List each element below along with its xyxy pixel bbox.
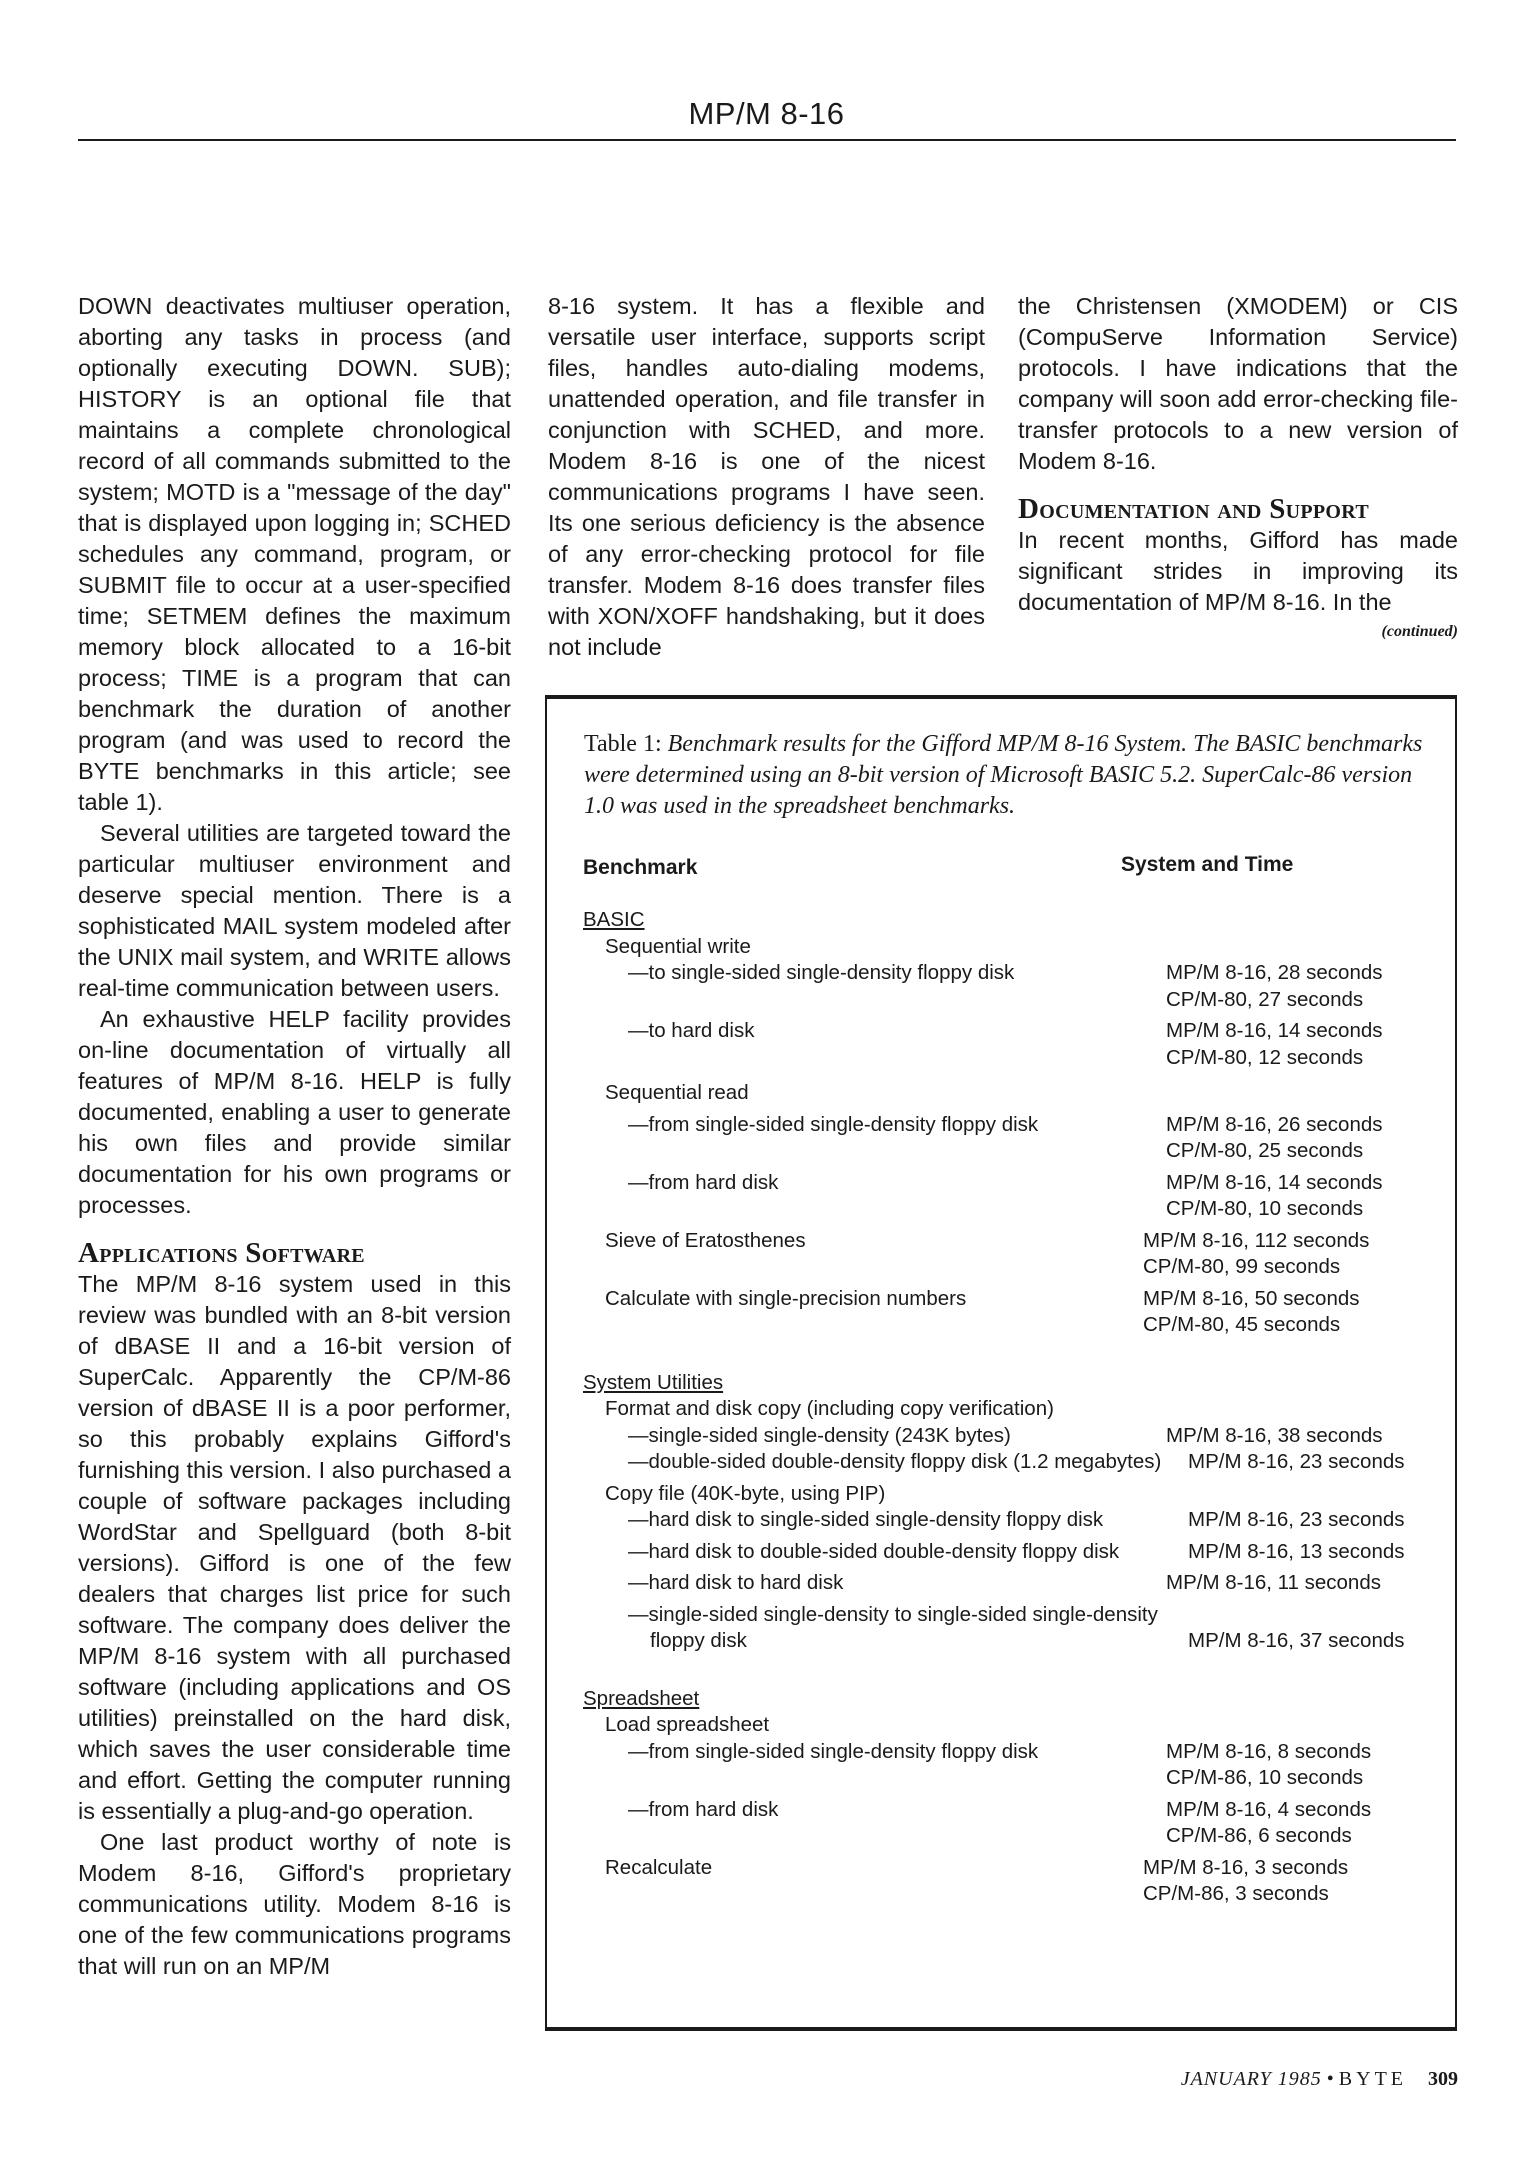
result-cell: MP/M 8-16, 23 seconds: [1188, 1450, 1405, 1473]
table-row: [583, 1507, 1443, 1534]
benchmark-cell: —from hard disk: [628, 1797, 779, 1821]
table-row: [583, 960, 1443, 1013]
table-row: [583, 1602, 1443, 1655]
continued-label: (continued): [1381, 623, 1458, 640]
result-cell: MP/M 8-16, 112 seconds CP/M-80, 99 seconds: [1143, 1228, 1370, 1278]
benchmark-cell: —hard disk to double-sided double-density floppy disk: [628, 1539, 1120, 1563]
paragraph: The MP/M 8-16 system used in this review was bundled with an 8-bit version of dBASE II and a 16-bit version of SuperCalc. Apparently the CP/M-86 version of dBASE II is a poor performer, so this probably explains Gifford's furnishing this version. I also purchased a couple of software packages including WordStar and Spellguard (both 8-bit versions). Gifford is one of the few dealers that charges list price for such software. The company does deliver the MP/M 8-16 system with all purchased software (including applications and OS utilities) preinstalled on the hard disk, which saves the user considerable time and effort. Getting the computer running is essentially a plug-and-go operation.: [78, 1271, 511, 1824]
table-body: [583, 907, 1443, 1908]
benchmark-cell: —to single-sided single-density floppy disk: [628, 961, 1015, 984]
benchmark-cell: —hard disk to single-sided single-density floppy disk: [628, 1508, 1104, 1531]
benchmark-cell: Calculate with single-precision numbers: [605, 1286, 967, 1310]
table-subcategory: Sequential read: [605, 1081, 749, 1104]
paragraph: In recent months, Gifford has made significant strides in improving its documentation of MP/M 8-16. In the: [1018, 527, 1458, 615]
table-row: [583, 1170, 1443, 1223]
table-row: [583, 1539, 1443, 1566]
result-cell: MP/M 8-16, 14 seconds CP/M-80, 12 seconds: [1166, 1019, 1383, 1069]
table-row: [583, 1228, 1443, 1281]
table-subcategory: Format and disk copy (including copy verification): [605, 1397, 1054, 1420]
table-row: [583, 1797, 1443, 1850]
result-cell: MP/M 8-16, 26 seconds CP/M-80, 25 seconds: [1166, 1112, 1383, 1162]
paragraph: DOWN deactivates multiuser operation, aborting any tasks in process (and optionally executing DOWN. SUB); HISTORY is an optional file that maintains a complete chronological record of all commands submitted to the system; MOTD is a "message of the day" that is displayed upon logging in; SCHED schedules any command, program, or SUBMIT file to occur at a user-specified time; SETMEM defines the maximum memory block allocated to a 16-bit process; TIME is a program that can benchmark the duration of another program (and was used to record the BYTE benchmarks in this article; see table 1).: [78, 293, 511, 815]
text-column-3: [1018, 291, 1458, 643]
result-cell: MP/M 8-16, 23 seconds: [1188, 1508, 1405, 1531]
result-cell: MP/M 8-16, 28 seconds CP/M-80, 27 seconds: [1166, 961, 1383, 1011]
table-row: [583, 1449, 1443, 1476]
benchmark-cell: —to hard disk: [628, 1019, 755, 1042]
benchmark-table: [545, 695, 1457, 2031]
benchmark-cell: —from single-sided single-density floppy disk: [628, 1112, 1039, 1136]
result-cell: MP/M 8-16, 11 seconds: [1166, 1571, 1381, 1594]
table-category-utilities: System Utilities: [583, 1370, 724, 1394]
benchmark-cell: —from single-sided single-density floppy disk: [628, 1739, 1039, 1763]
table-caption-text: Benchmark results for the Gifford MP/M 8-16 System. The BASIC benchmarks were determined using an 8-bit version of Microsoft BASIC 5.2. SuperCalc-86 version 1.0 was used in the spreadsheet benchmarks.: [584, 731, 1423, 819]
benchmark-cell: —hard disk to hard disk: [628, 1571, 844, 1594]
benchmark-cell: Recalculate: [605, 1855, 713, 1879]
running-header: MP/M 8-16: [688, 96, 845, 131]
table-row: [583, 1855, 1443, 1908]
result-cell: MP/M 8-16, 4 seconds CP/M-86, 6 seconds: [1166, 1797, 1372, 1847]
table-row: [583, 1112, 1443, 1165]
table-subcategory: Copy file (40K-byte, using PIP): [605, 1481, 886, 1505]
magazine-name: BYTE: [1338, 2068, 1407, 2090]
table-subcategory: Load spreadsheet: [605, 1713, 770, 1736]
result-cell: MP/M 8-16, 37 seconds: [1188, 1629, 1405, 1652]
table-row: [583, 1423, 1443, 1450]
benchmark-cell: —from hard disk: [628, 1170, 779, 1194]
section-heading-documentation: Documentation and Support: [1018, 493, 1369, 525]
result-cell: MP/M 8-16, 38 seconds: [1166, 1423, 1383, 1447]
text-column-1: [78, 291, 511, 1982]
benchmark-cell: Sieve of Eratosthenes: [605, 1228, 806, 1252]
page-number: 309: [1428, 2068, 1458, 2090]
benchmark-cell: —single-sided single-density (243K bytes): [628, 1423, 1011, 1447]
footer-separator: •: [1326, 2068, 1334, 2090]
table-category-basic: BASIC: [583, 908, 645, 931]
result-cell: MP/M 8-16, 3 seconds CP/M-86, 3 seconds: [1143, 1855, 1349, 1905]
benchmark-cell: —double-sided double-density floppy disk (1.2 megabytes): [628, 1450, 1162, 1473]
result-cell: MP/M 8-16, 50 seconds CP/M-80, 45 seconds: [1143, 1286, 1360, 1336]
table-caption: [584, 729, 1424, 822]
result-cell: MP/M 8-16, 13 seconds: [1188, 1539, 1405, 1563]
table-row: [583, 1570, 1443, 1597]
table-row: [583, 1286, 1443, 1339]
column-header-system-time: System and Time: [1121, 853, 1294, 876]
paragraph: One last product worthy of note is Modem 8-16, Gifford's proprietary communications utility. Modem 8-16 is one of the few communications programs that will run on an MP/M: [78, 1829, 511, 1979]
column-header-benchmark: Benchmark: [583, 856, 698, 879]
table-category-spreadsheet: Spreadsheet: [583, 1686, 700, 1710]
table-row: [583, 1018, 1443, 1071]
header-rule: [78, 139, 1456, 141]
paragraph: 8-16 system. It has a flexible and versatile user interface, supports script files, handles auto-dialing modems, unattended operation, and file transfer in conjunction with SCHED, and more. Modem 8-16 is one of the nicest communications programs I have seen. Its one serious deficiency is the absence of any error-checking protocol for file transfer. Modem 8-16 does transfer files with XON/XOFF handshaking, but it does not include: [548, 293, 985, 660]
table-subcategory: Sequential write: [605, 934, 751, 958]
paragraph: An exhaustive HELP facility provides on-line documentation of virtually all features of MP/M 8-16. HELP is fully documented, enabling a user to generate his own files and provide similar documentation for his own programs or processes.: [78, 1006, 511, 1218]
table-row: [583, 1739, 1443, 1792]
result-cell: MP/M 8-16, 8 seconds CP/M-86, 10 seconds: [1166, 1739, 1372, 1789]
table-caption-label: Table 1:: [584, 731, 662, 757]
result-cell: MP/M 8-16, 14 seconds CP/M-80, 10 seconds: [1166, 1170, 1383, 1220]
page-footer: [1181, 2068, 1458, 2091]
issue-date: JANUARY 1985: [1180, 2068, 1322, 2090]
text-column-2: [548, 291, 985, 663]
paragraph: Several utilities are targeted toward the particular multiuser environment and deserve special mention. There is a sophisticated MAIL system modeled after the UNIX mail system, and WRITE allows real-time communication between users.: [78, 820, 511, 1001]
benchmark-cell: —single-sided single-density to single-sided single-density floppy disk: [628, 1602, 1158, 1652]
paragraph: the Christensen (XMODEM) or CIS (CompuServe Information Service) protocols. I have indications that the company will soon add error-checking file-transfer protocols to a new version of Modem 8-16.: [1018, 293, 1458, 474]
section-heading-applications: Applications Software: [78, 1237, 365, 1269]
